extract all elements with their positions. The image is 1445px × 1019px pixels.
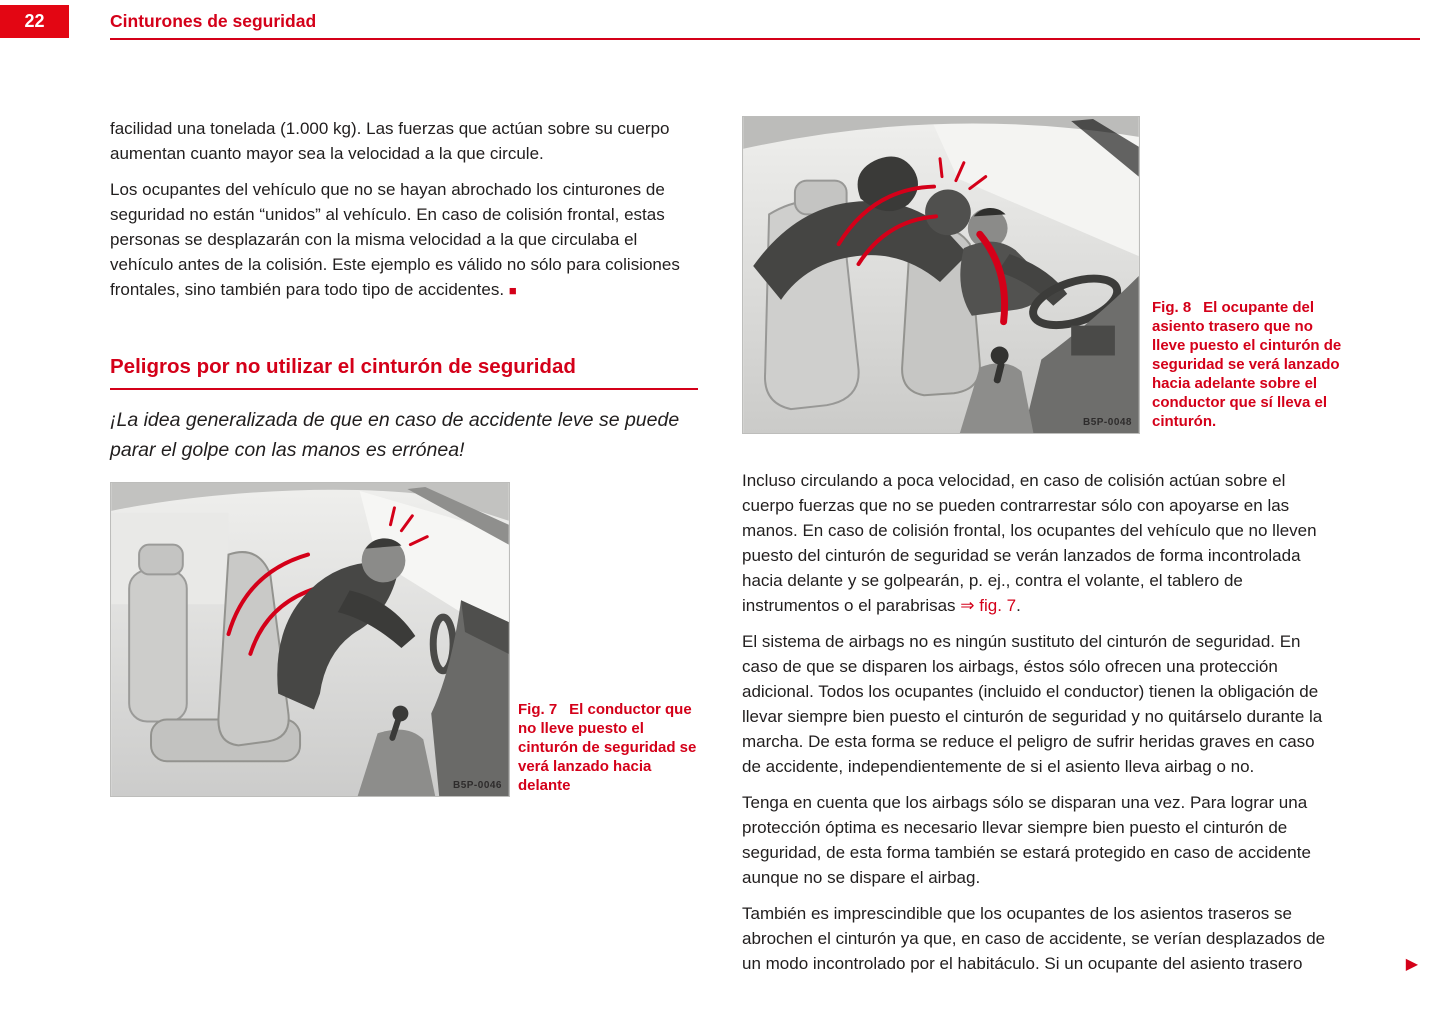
paragraph-forces-text: facilidad una tonelada (1.000 kg). Las fuerzas que actúan sobre su cuerpo aumentan cuanto mayor sea la velocidad a la que circule.: [110, 119, 670, 163]
paragraph-rear-occupants: También es imprescindible que los ocupantes de los asientos traseros se abrochen el cinturón ya que, en caso de accidente, se verían desplazados de un modo incontrolado por el habitáculo. Si un ocupante del asiento trasero: [742, 904, 1326, 973]
cross-reference-fig7: ⇒ fig. 7: [960, 596, 1017, 615]
fig8-illustration: [742, 116, 1140, 434]
paragraph-low-speed: [742, 468, 1338, 618]
paragraph-airbag-once: Tenga en cuenta que los airbags sólo se disparan una vez. Para lograr una protección óptima es necesario llevar siempre bien puesto el cinturón de seguridad, de esta forma también se estará protegido en caso de accidente aunque no se dispare el airbag.: [742, 793, 1311, 887]
section-heading: Peligros por no utilizar el cinturón de seguridad: [110, 355, 698, 390]
header-rule: [110, 38, 1420, 40]
right-column: [742, 116, 1420, 987]
paragraph-forces: [110, 116, 698, 166]
paragraph-occupants-text: Los ocupantes del vehículo que no se hayan abrochado los cinturones de seguridad no están “unidos” al vehículo. En caso de colisión frontal, estas personas se desplazarán con la misma velocidad a la que circulaba el vehículo antes de la colisión. Este ejemplo es válido no sólo para colisiones frontales, sino también para todo tipo de accidentes.: [110, 180, 680, 299]
figure-7: [110, 482, 698, 797]
fig7-caption: [518, 700, 702, 795]
continue-arrow: ▶: [1405, 956, 1418, 973]
lead-statement: ¡La idea generalizada de que en caso de accidente leve se puede parar el golpe con las manos es errónea!: [110, 409, 680, 461]
last-paragraph-wrapper: [742, 901, 1420, 976]
paragraph-airbag-substitute: El sistema de airbags no es ningún sustituto del cinturón de seguridad. En caso de que se disparen los airbags, éstos sólo ofrecen una protección adicional. Todos los ocupantes (incluido el conductor) tienen la obligación de llevar siempre bien puesto el cinturón de seguridad y no quitárselo durante la marcha. De esta forma se reduce el peligro de sufrir heridas graves en caso de accidente, independientemente de si el asiento lleva airbag o no.: [742, 632, 1323, 776]
fig7-caption-label: Fig. 7: [518, 701, 558, 718]
fig8-drawing: [743, 117, 1139, 433]
fig8-image-code: B5P-0048: [1082, 417, 1132, 428]
section-end-marker: ■: [508, 283, 517, 298]
fig8-caption-label: Fig. 8: [1152, 299, 1192, 316]
fig7-caption-text: El conductor que no lleve puesto el cinturón de seguridad se verá lanzado hacia delante: [518, 701, 697, 794]
paragraph-low-speed-end: .: [1016, 596, 1021, 615]
fig7-drawing: [111, 483, 509, 796]
paragraph-occupants: [110, 177, 698, 303]
fig7-illustration: [110, 482, 510, 797]
paragraph-low-speed-text: Incluso circulando a poca velocidad, en caso de colisión actúan sobre el cuerpo fuerzas que no se pueden contrarrestar sólo con apoyarse en las manos. En caso de colisión frontal, los ocupantes del vehículo que no lleven puesto del cinturón de seguridad se verán lanzados de forma incontrolada hacia delante y se golpearán, p. ej., contra el volante, el tablero de instrumentos o el parabrisas: [742, 471, 1317, 615]
fig8-caption-text: El ocupante del asiento trasero que no lleve puesto el cinturón de seguridad se verá lanzado hacia adelante sobre el conductor que sí lleva el cinturón.: [1152, 299, 1342, 430]
left-column: [110, 116, 698, 797]
fig7-image-code: B5P-0046: [452, 780, 502, 791]
page-number-badge: 22: [0, 5, 69, 38]
fig8-caption: [1152, 298, 1344, 431]
figure-8: [742, 116, 1420, 434]
header-title: Cinturones de seguridad: [110, 11, 317, 31]
